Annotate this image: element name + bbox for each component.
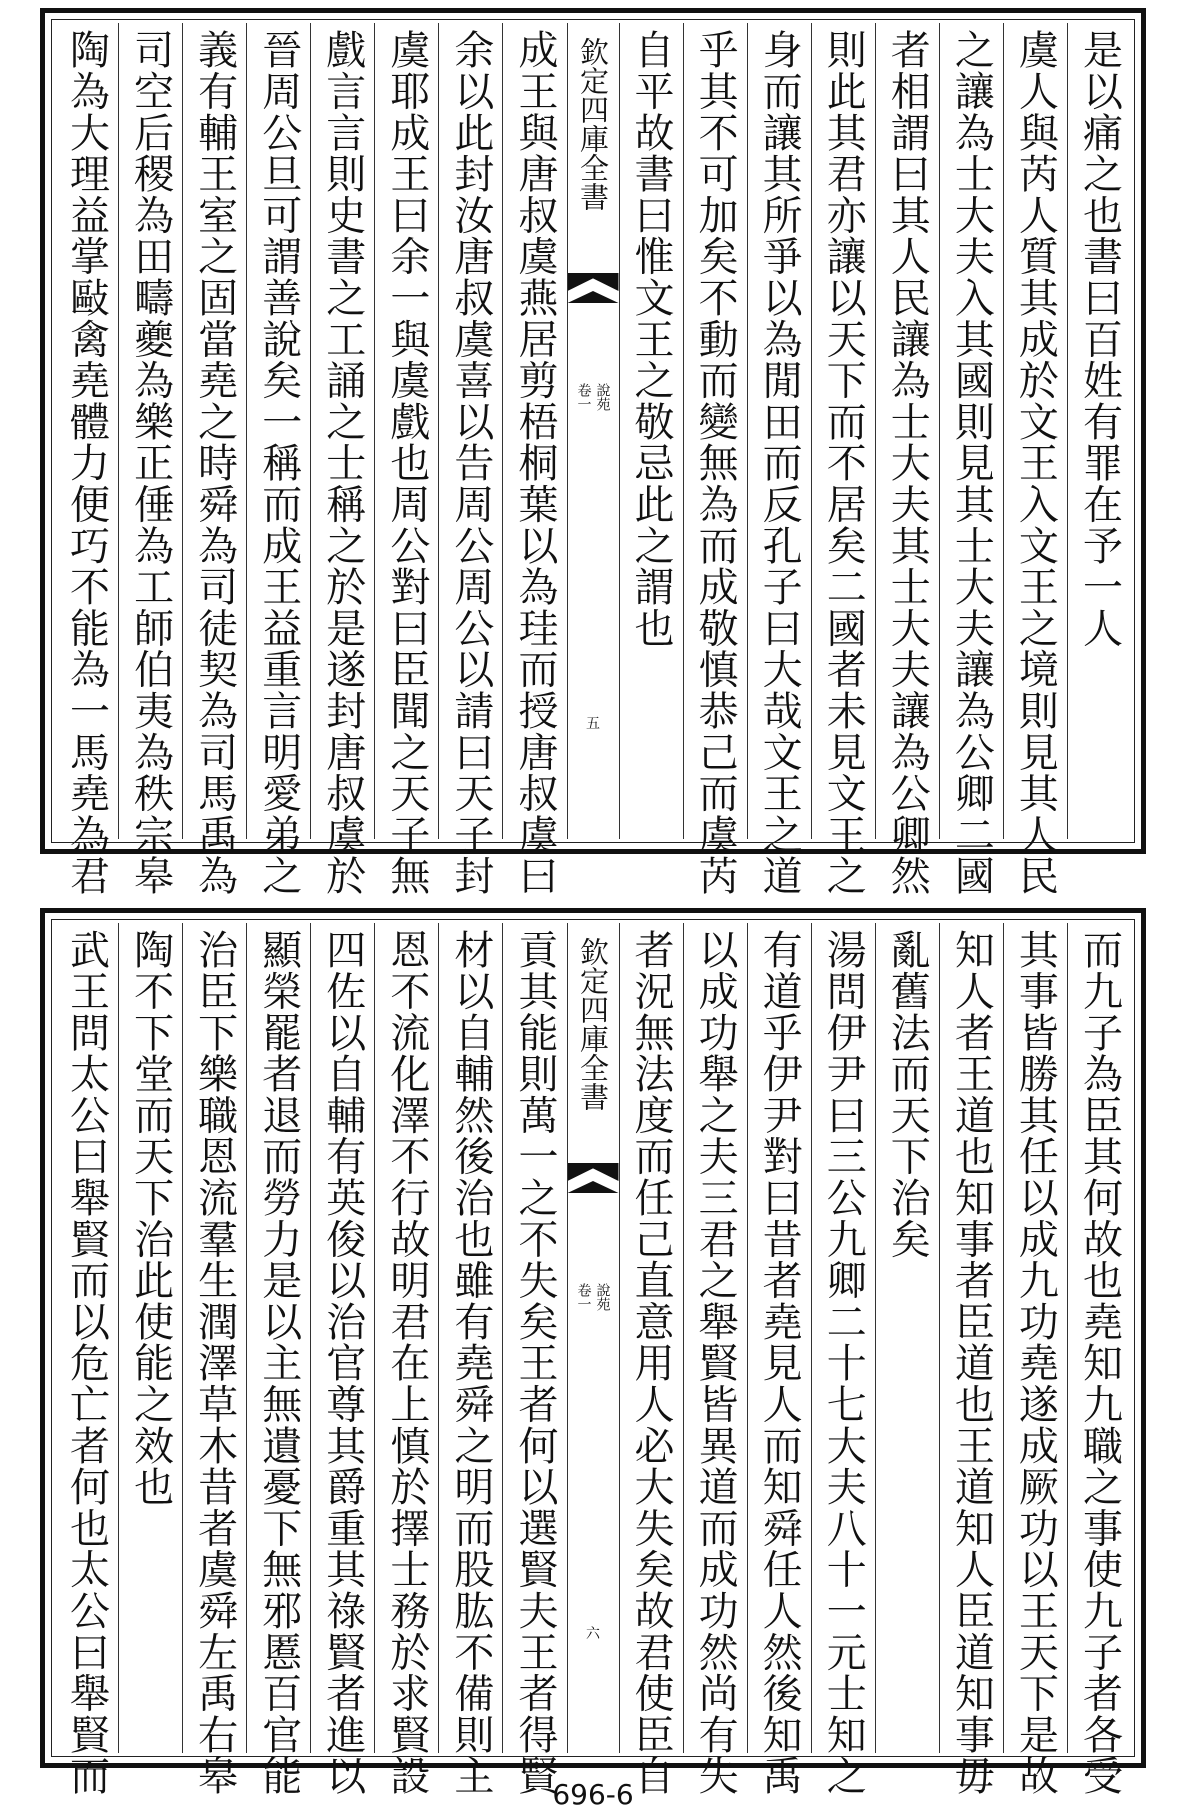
volume-label: 卷一 <box>575 1283 592 1311</box>
text-column: 義有輔王室之固當堯之時舜為司徒契為司馬禹為 <box>182 23 246 839</box>
text-column: 治臣下樂職恩流羣生潤澤草木昔者虞舜左禹右皋 <box>182 923 246 1753</box>
text-column: 余以此封汝唐叔虞喜以告周公周公以請曰天子封 <box>438 23 502 839</box>
center-fold <box>567 923 619 1753</box>
text-column: 武王問太公曰舉賢而以危亡者何也太公曰舉賢而 <box>63 929 110 1797</box>
text-column: 虞人與芮人質其成於文王入文王之境則見其人民 <box>1003 23 1067 839</box>
text-column: 晉周公旦可謂善說矣一稱而成王益重言明愛弟之 <box>246 23 310 839</box>
text-column: 之讓為士大夫入其國則見其士大夫讓為公卿二國 <box>939 23 1003 839</box>
text-column: 司空后稷為田疇夔為樂正倕為工師伯夷為秩宗皋 <box>118 23 182 839</box>
text-column: 湯問伊尹曰三公九卿二十七大夫八十一元士知之 <box>811 923 875 1753</box>
text-column: 是以痛之也書曰百姓有罪在予一人 <box>1067 23 1131 839</box>
text-column: 貢其能則萬一之不失矣王者何以選賢夫王者得賢 <box>502 923 566 1753</box>
text-column: 成王與唐叔虞燕居剪梧桐葉以為珪而授唐叔虞曰 <box>502 23 566 839</box>
text-column: 亂舊法而天下治矣 <box>875 923 939 1753</box>
text-column: 知人者王道也知事者臣道也王道知人臣道知事毋 <box>939 923 1003 1753</box>
fish-tail-ornament <box>568 1163 619 1181</box>
text-column: 乎其不可加矣不動而變無為而成敬慎恭己而虞芮 <box>683 23 747 839</box>
text-column: 者況無法度而任己直意用人必大失矣故君使臣自 <box>619 923 683 1753</box>
page-number: 696-6 <box>552 1778 634 1811</box>
center-fold <box>567 23 619 839</box>
text-column: 自平故書曰惟文王之敬忌此之謂也 <box>619 23 683 839</box>
folio-number: 五 <box>586 716 600 732</box>
folio-number: 六 <box>586 1626 600 1642</box>
text-column: 四佐以自輔有英俊以治官尊其爵重其祿賢者進以 <box>310 923 374 1753</box>
text-column: 以成功舉之夫三君之舉賢皆異道而成功然尚有失 <box>683 923 747 1753</box>
fish-tail-ornament <box>568 291 619 303</box>
text-column: 戲言言則史書之工誦之士稱之於是遂封唐叔虞於 <box>310 23 374 839</box>
text-column: 顯榮罷者退而勞力是以主無遺憂下無邪慝百官能 <box>246 923 310 1753</box>
upper-page <box>40 8 1146 897</box>
running-title: 欽定四庫全書 <box>576 37 610 211</box>
text-column: 有道乎伊尹對曰昔者堯見人而知舜任人然後知禹 <box>747 923 811 1753</box>
text-column: 恩不流化澤不行故明君在上慎於擇士務於求賢設 <box>374 923 438 1753</box>
book-title: 說苑 <box>594 1283 611 1311</box>
text-column: 陶不下堂而天下治此使能之效也 <box>118 923 182 1753</box>
fish-tail-ornament <box>568 1181 619 1193</box>
text-column: 陶為大理益掌敺禽堯體力便巧不能為一馬堯為君 <box>63 29 110 897</box>
volume-label: 卷一 <box>575 383 592 411</box>
text-column: 而九子為臣其何故也堯知九職之事使九子者各受 <box>1067 923 1131 1753</box>
text-column: 材以自輔然後治也雖有堯舜之明而股肱不備則主 <box>438 923 502 1753</box>
fish-tail-ornament <box>568 273 619 291</box>
text-column: 則此其君亦讓以天下而不居矣二國者未見文王之 <box>811 23 875 839</box>
upper-page-columns <box>55 23 1131 897</box>
text-column: 其事皆勝其任以成九功堯遂成厥功以王天下是故 <box>1003 923 1067 1753</box>
text-column: 身而讓其所爭以為閒田而反孔子曰大哉文王之道 <box>747 23 811 839</box>
book-title: 說苑 <box>594 383 611 411</box>
text-column: 者相謂曰其人民讓為士大夫其士大夫讓為公卿然 <box>875 23 939 839</box>
running-title: 欽定四庫全書 <box>576 937 610 1111</box>
text-column: 虞耶成王曰余一與虞戲也周公對曰臣聞之天子無 <box>374 23 438 839</box>
